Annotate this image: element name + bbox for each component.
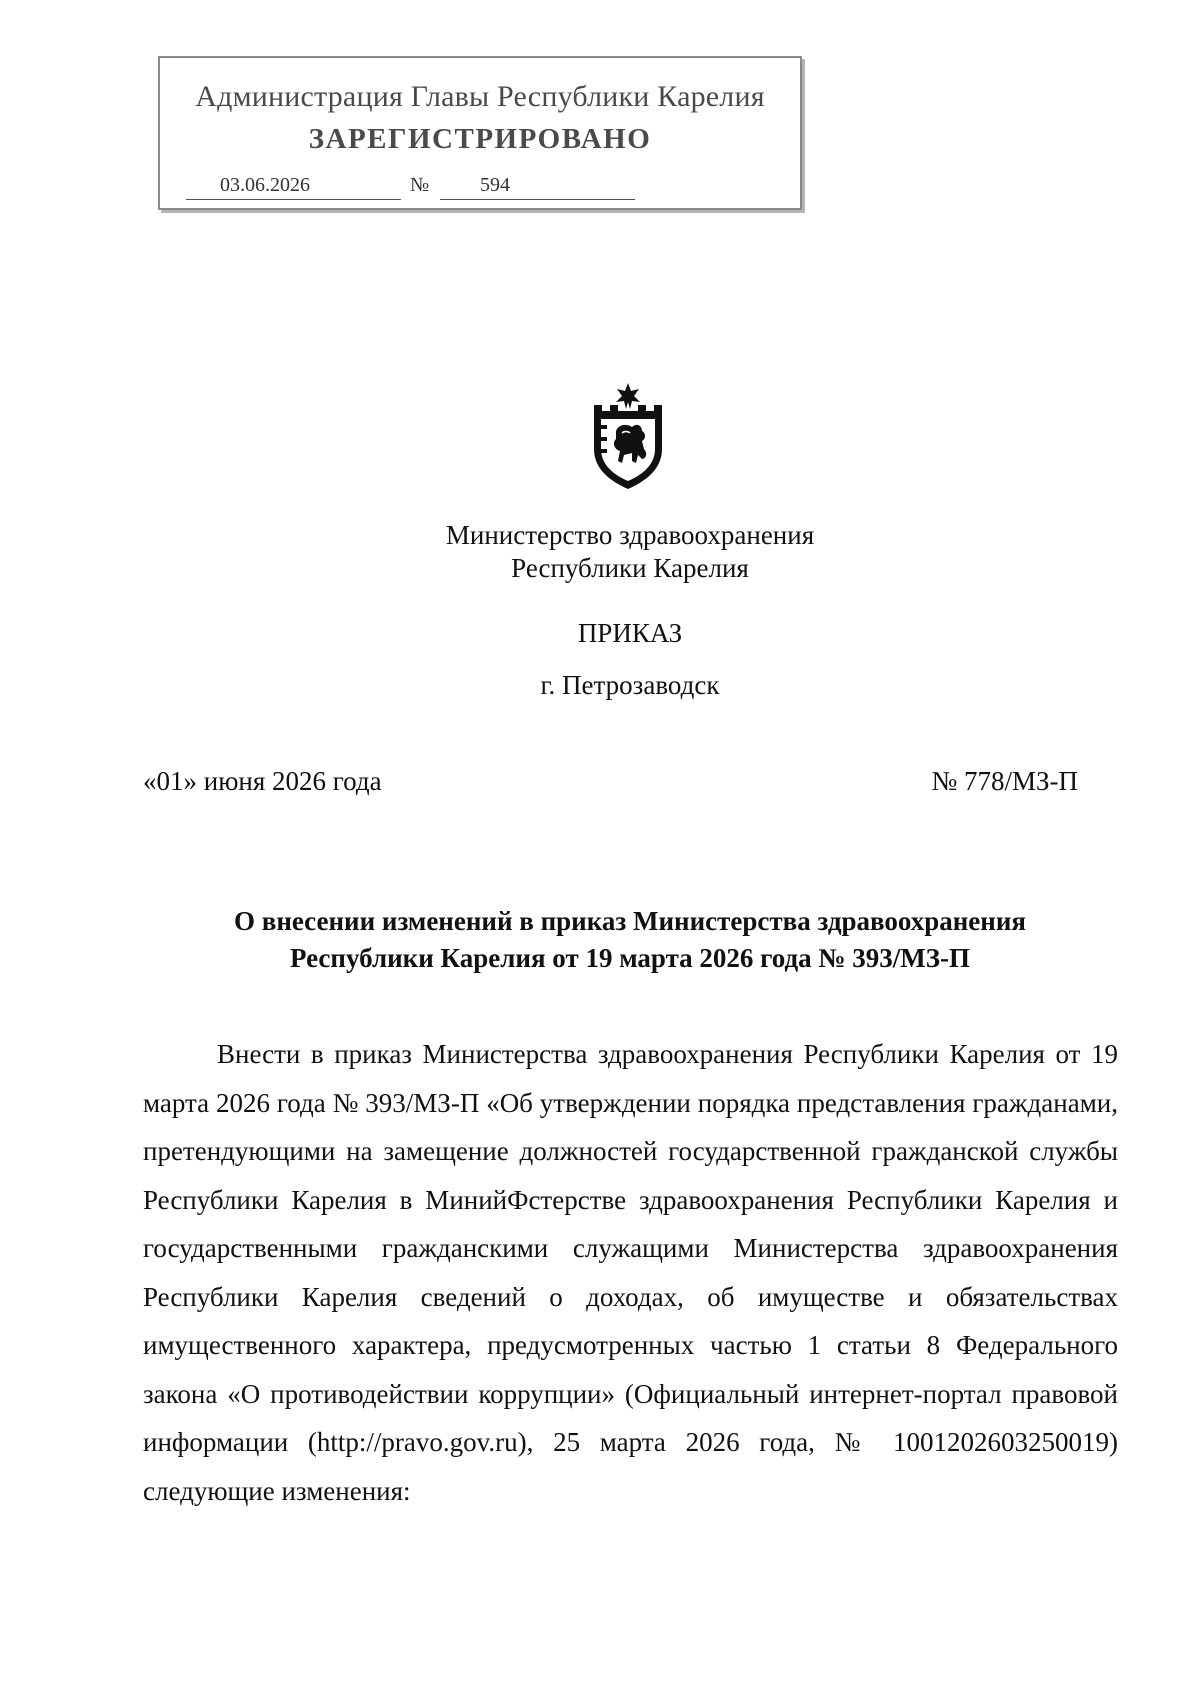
stamp-status: ЗАРЕГИСТРИРОВАНО	[308, 123, 652, 155]
stamp-number: 594	[480, 174, 510, 196]
title-line2: Республики Карелия от 19 марта 2026 года № 393/МЗ-П	[289, 943, 970, 973]
stamp-date-underline	[186, 199, 401, 200]
stamp-number-underline	[440, 199, 635, 200]
stamp-date: 03.06.2026	[220, 174, 310, 196]
ministry-name-line1: Министерство здравоохранения	[445, 520, 815, 550]
title-line1: О внесении изменений в приказ Министерства здравоохранения	[233, 906, 1026, 936]
document-date: «01» июня 2026 года	[143, 766, 382, 796]
body-paragraph: Внести в приказ Министерства здравоохранения Республики Карелия от 19 марта 2026 года № 393/МЗ-П «Об утверждении порядка представления гражданами, претендующими на замещение должностей государственной гражданской службы Республики Карелия в МинийФстерстве здравоохранения Республики Карелия и государственными гражданскими служащими Министерства здравоохранения Республики Карелия сведений о доходах, об имуществе и обязательствах имущественного характера, предусмотренных частью 1 статьи 8 Федерального закона «О противодействии коррупции» (Официальный интернет-портал правовой информации (http://pravo.gov.ru), 25 марта 2026 года, № 1001202603250019) следующие изменения:	[143, 1039, 1118, 1506]
document-title	[0, 903, 1200, 977]
document-type: ПРИКАЗ	[577, 618, 683, 648]
stamp-organization: Администрация Главы Республики Карелия	[195, 80, 765, 113]
ministry-name-line2: Республики Карелия	[511, 553, 749, 583]
document-number: № 778/МЗ-П	[931, 766, 1078, 796]
document-city: г. Петрозаводск	[540, 670, 720, 700]
registration-stamp	[158, 56, 802, 210]
karelia-coat-of-arms-icon	[588, 383, 668, 491]
stamp-number-sign: №	[410, 174, 430, 196]
